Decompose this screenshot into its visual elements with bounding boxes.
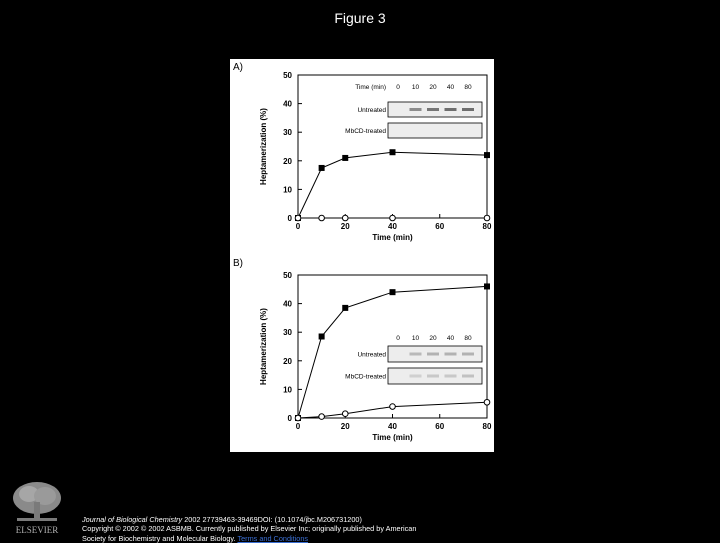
- gel-band: [427, 353, 439, 356]
- chart-panel-a: [233, 62, 492, 242]
- tree-icon: [7, 478, 67, 536]
- figure-svg: [230, 59, 494, 452]
- gel-inset: [345, 84, 482, 138]
- logo-text: ELSEVIER: [15, 525, 59, 535]
- inset-lane-label: 80: [464, 84, 472, 91]
- y-tick-label: 10: [283, 385, 292, 395]
- data-point-circle: [342, 215, 348, 221]
- series-line-untreated: [298, 152, 487, 218]
- x-tick-label: 60: [435, 222, 445, 231]
- gel-band: [445, 353, 457, 356]
- gel-inset: [345, 335, 482, 384]
- y-tick-label: 40: [283, 299, 292, 309]
- x-tick-label: 60: [435, 422, 445, 431]
- inset-lane-label: 40: [446, 84, 455, 91]
- inset-lane-label: 20: [429, 335, 437, 342]
- inset-lane-label: 0: [396, 84, 400, 91]
- y-tick-label: 0: [287, 414, 292, 423]
- y-axis-label: Heptamerization (%): [259, 108, 268, 185]
- y-tick-label: 10: [283, 185, 292, 195]
- data-point-square: [319, 165, 325, 171]
- inset-lane-label: 0: [396, 335, 400, 342]
- gel-band: [445, 108, 457, 111]
- x-tick-label: 20: [340, 422, 350, 431]
- y-tick-label: 40: [283, 99, 292, 109]
- x-tick-label: 40: [388, 422, 397, 431]
- x-axis-label: Time (min): [372, 433, 413, 442]
- data-point-circle: [390, 404, 396, 410]
- data-point-square: [484, 283, 490, 289]
- inset-lane-label: 40: [446, 335, 455, 342]
- inset-lane-label: 10: [411, 335, 420, 342]
- panel-label: B): [233, 258, 243, 269]
- data-point-circle: [342, 411, 348, 417]
- inset-row-label: Untreated: [357, 107, 386, 114]
- data-point-square: [319, 333, 325, 339]
- x-tick-label: 20: [340, 222, 350, 231]
- citation: [82, 515, 522, 543]
- y-tick-label: 30: [283, 328, 292, 338]
- data-point-circle: [484, 215, 490, 221]
- inset-time-label: Time (min): [355, 84, 386, 91]
- inset-row-label: Untreated: [357, 351, 386, 359]
- data-point-circle: [390, 215, 396, 221]
- y-tick-label: 50: [283, 71, 292, 80]
- y-tick-label: 0: [287, 214, 292, 223]
- inset-lane-label: 80: [464, 335, 472, 342]
- inset-lane-label: 20: [429, 84, 437, 91]
- x-tick-label: 80: [482, 222, 492, 231]
- data-point-square: [390, 289, 396, 295]
- gel-band: [410, 375, 422, 378]
- data-point-circle: [319, 414, 325, 420]
- y-axis-label: Heptamerization (%): [259, 308, 268, 385]
- data-point-circle: [484, 399, 490, 405]
- x-axis-label: Time (min): [372, 233, 413, 242]
- chart-panel-b: [233, 258, 492, 442]
- data-point-square: [484, 152, 490, 158]
- citation-line-1: [82, 515, 522, 524]
- inset-row-label: MbCD-treated: [345, 128, 386, 135]
- gel-band: [410, 108, 422, 111]
- y-tick-label: 50: [283, 271, 292, 280]
- data-point-circle: [319, 215, 325, 221]
- y-tick-label: 20: [283, 156, 292, 166]
- data-point-circle: [295, 215, 301, 221]
- data-point-square: [390, 149, 396, 155]
- gel-band: [427, 108, 439, 111]
- x-tick-label: 80: [482, 422, 492, 431]
- citation-line-3-text: Society for Biochemistry and Molecular Biology.: [82, 533, 238, 543]
- x-tick-label: 0: [295, 222, 301, 231]
- data-point-square: [342, 155, 348, 161]
- gel-band: [462, 108, 474, 111]
- citation-ref: 2002 27739463-39469DOI: (10.1074/jbc.M206731200): [182, 515, 362, 524]
- gel-band: [427, 375, 439, 378]
- citation-line-2: Copyright © 2002 © 2002 ASBMB. Currently published by Elsevier Inc; originally published by American: [82, 524, 417, 534]
- journal-name: Journal of Biological Chemistry: [82, 515, 183, 524]
- gel-band: [410, 353, 422, 356]
- terms-link[interactable]: Terms and Conditions: [237, 533, 309, 543]
- y-tick-label: 20: [283, 356, 292, 366]
- y-tick-label: 30: [283, 128, 292, 138]
- gel-band: [462, 375, 474, 378]
- plot-frame: [298, 75, 487, 218]
- gel-band: [462, 353, 474, 356]
- inset-lane-label: 10: [411, 84, 420, 91]
- gel-strip: [388, 123, 482, 138]
- data-point-circle: [295, 415, 301, 421]
- data-point-square: [342, 305, 348, 311]
- figure-panel: [230, 59, 494, 452]
- x-tick-label: 0: [295, 422, 301, 431]
- elsevier-logo[interactable]: [7, 478, 67, 536]
- slide-title: Figure 3: [334, 10, 386, 26]
- citation-line-3: [82, 534, 522, 543]
- inset-row-label: MbCD-treated: [345, 373, 386, 381]
- gel-band: [445, 375, 457, 378]
- x-tick-label: 40: [388, 222, 397, 231]
- panel-label: A): [233, 62, 243, 73]
